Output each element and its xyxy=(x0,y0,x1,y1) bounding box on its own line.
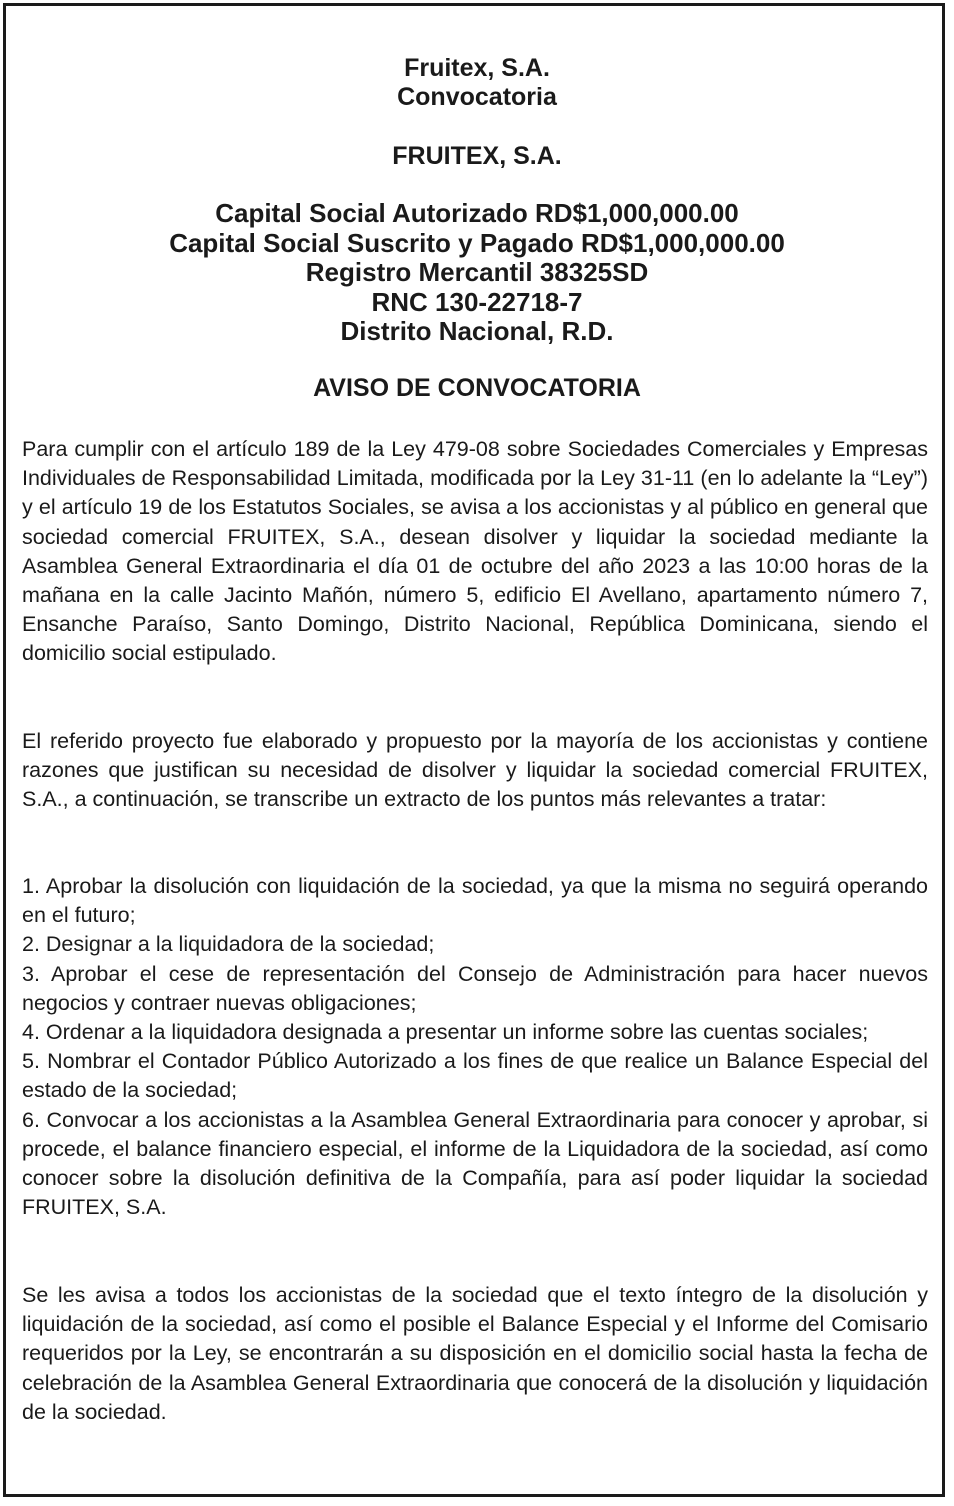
notice-title xyxy=(0,54,954,112)
paragraph-closing: Se les avisa a todos los accionistas de la sociedad que el texto íntegro de la disolución y liquidación de la sociedad, así como el posible el Balance Especial y el Informe del Comisario requeridos por la Ley, se encontrarán a su disposición en el domicilio social hasta la fecha de celebración de la Asamblea General Extraordinaria que conocerá de la disolución y liquidación de la sociedad. xyxy=(22,1283,928,1424)
capital-suscrito: Capital Social Suscrito y Pagado RD$1,000,000.00 xyxy=(169,227,785,258)
notice-heading: AVISO DE CONVOCATORIA xyxy=(313,374,641,402)
location: Distrito Nacional, R.D. xyxy=(340,316,614,346)
title-line-convocatoria: Convocatoria xyxy=(397,83,557,111)
registro-mercantil: Registro Mercantil 38325SD xyxy=(305,257,649,287)
capital-autorizado: Capital Social Autorizado RD$1,000,000.00 xyxy=(215,198,739,228)
paragraph-project: El referido proyecto fue elaborado y propuesto por la mayoría de los accionistas y contiene razones que justifican su necesidad de disolver y liquidar la sociedad comercial FRUITEX, S.A., a continuación, se transcribe un extracto de los puntos más relevantes a tratar: xyxy=(22,729,928,812)
paragraph-intro: Para cumplir con el artículo 189 de la Ley 479-08 sobre Sociedades Comerciales y Empresas Individuales de Responsabilidad Limitada, modificada por la Ley 31-11 (en lo adelante la “Ley”) y el artículo 19 de los Estatutos Sociales, se avisa a los accionistas y al público en general que sociedad comercial FRUITEX, S.A., desean disolver y liquidar la sociedad mediante la Asamblea General Extraordinaria el día 01 de octubre del año 2023 a las 10:00 horas de la mañana en la calle Jacinto Mañón, número 5, edificio El Avellano, apartamento número 7, Ensanche Paraíso, Santo Domingo, Distrito Nacional, República Dominicana, siendo el domicilio social estipulado. xyxy=(22,437,928,666)
agenda-item: 5. Nombrar el Contador Público Autorizado a los fines de que realice un Balance Especial del estado de la sociedad; xyxy=(22,1049,928,1103)
rnc: RNC 130-22718-7 xyxy=(371,286,583,317)
title-line-company: Fruitex, S.A. xyxy=(404,54,550,82)
agenda-item: 1. Aprobar la disolución con liquidación de la sociedad, ya que la misma no seguirá operando en el futuro; xyxy=(22,874,928,928)
agenda-item: 4. Ordenar a la liquidadora designada a presentar un informe sobre las cuentas sociales; xyxy=(22,1020,869,1045)
agenda-item: 3. Aprobar el cese de representación del Consejo de Administración para hacer nuevos negocios y contraer nuevas obligaciones; xyxy=(22,961,928,1015)
agenda-item: 2. Designar a la liquidadora de la sociedad; xyxy=(22,932,435,957)
company-details xyxy=(0,199,954,347)
agenda-item: 6. Convocar a los accionistas a la Asamblea General Extraordinaria para conocer y aprobar, si procede, el balance financiero especial, el informe de la Liquidadora de la sociedad, así como conocer sobre la disolución definitiva de la Compañía, para así poder liquidar la sociedad FRUITEX, S.A. xyxy=(22,1107,928,1220)
company-name: FRUITEX, S.A. xyxy=(392,142,562,170)
agenda-list xyxy=(22,872,928,1222)
